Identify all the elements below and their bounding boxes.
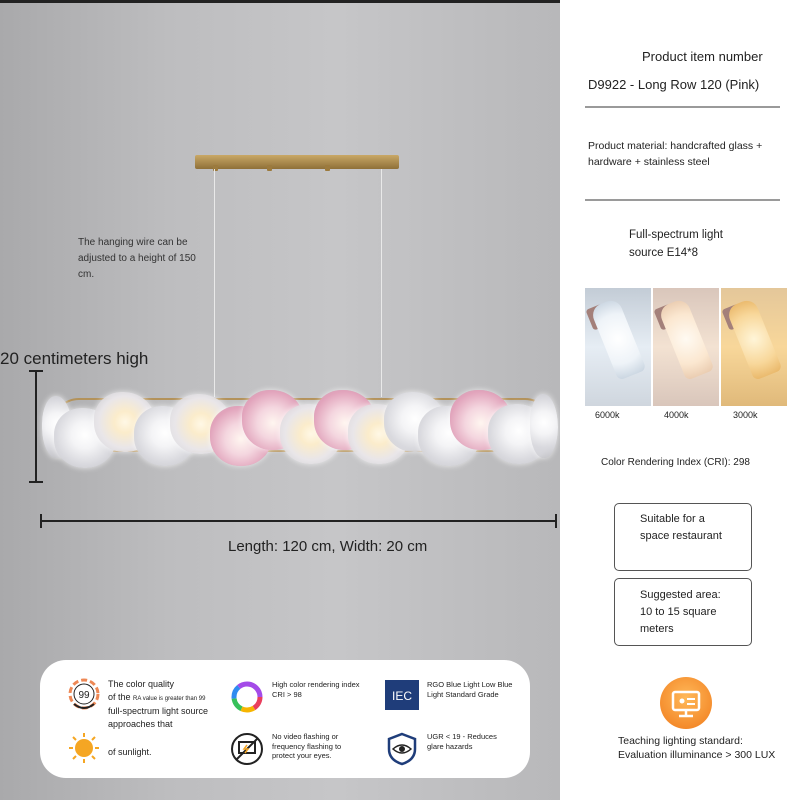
feature-sunlight: [68, 732, 228, 769]
bulb-icon: [657, 297, 714, 381]
height-label: 20 centimeters high: [0, 349, 149, 368]
cri-value: Color Rendering Index (CRI): 298: [601, 457, 750, 468]
glass-flower: [530, 394, 558, 458]
cri-99-badge-icon: [68, 678, 100, 717]
feature-text: The color quality: [108, 679, 175, 689]
no-flicker-icon: [230, 732, 264, 771]
suggested-area-text: Suggested area: 10 to 15 square meters: [640, 589, 721, 635]
feature-text: RGO Blue Light Low Blue Light Standard Grade: [427, 680, 513, 699]
feature-text: No video flashing or frequency flashing to protect your eyes.: [272, 732, 342, 760]
ceiling-canopy: [195, 155, 399, 169]
feature-text: UGR < 19 - Reduces glare hazards: [427, 732, 497, 751]
suggested-area-box: [614, 578, 752, 646]
cct-swatch-4000k: [653, 288, 719, 406]
eye-shield-icon: [385, 732, 419, 771]
suitable-text: Suitable for a space restaurant: [640, 513, 722, 542]
feature-high-cri: [230, 680, 360, 719]
iec-logo-icon: [385, 680, 419, 715]
cct-swatch-3000k: [721, 288, 787, 406]
cct-label: 6000k: [595, 410, 620, 420]
height-dimension-cap: [29, 481, 43, 483]
bulb-icon: [589, 297, 646, 381]
bulb-icon: [725, 297, 782, 381]
feature-text: of sunlight.: [108, 747, 152, 757]
top-border: [0, 0, 560, 3]
svg-text:IEC: IEC: [391, 689, 413, 703]
dimensions-label: Length: 120 cm, Width: 20 cm: [228, 538, 428, 555]
svg-text:99: 99: [78, 690, 90, 701]
cct-label: 4000k: [664, 410, 689, 420]
hanging-wire: [381, 169, 382, 397]
hanging-wire: [214, 169, 215, 397]
hanging-wire-note: The hanging wire can be adjusted to a height of 150 cm.: [78, 237, 196, 280]
feature-fine-print: RA value is greater than 99: [133, 695, 206, 702]
feature-text: full-spectrum light source approaches that: [108, 706, 209, 729]
feature-color-quality: [68, 678, 228, 730]
divider: [585, 199, 780, 201]
cct-swatch-6000k: [585, 288, 651, 406]
teaching-standard: Teaching lighting standard: Evaluation illuminance > 300 LUX: [618, 735, 776, 761]
flower-chandelier: [42, 388, 558, 468]
canopy-screw: [325, 165, 330, 171]
rainbow-ring-icon: [230, 680, 264, 719]
divider: [585, 106, 780, 108]
sun-icon: [68, 732, 100, 769]
product-material: Product material: handcrafted glass + hardware + stainless steel: [588, 140, 763, 168]
feature-blue-light: [385, 680, 515, 715]
length-dimension-line: [40, 520, 557, 522]
canopy-screw: [267, 165, 272, 171]
features-panel: [40, 660, 530, 778]
item-number-value: D9922 - Long Row 120 (Pink): [588, 77, 760, 92]
length-dimension-cap: [555, 514, 557, 528]
suitable-box: [614, 503, 752, 571]
feature-no-flicker: [230, 732, 360, 771]
light-source: Full-spectrum light source E14*8: [629, 229, 723, 259]
height-dimension-line: [35, 370, 37, 481]
item-number-title: Product item number: [642, 49, 763, 64]
feature-text: of the: [108, 691, 131, 702]
presentation-board-icon: [660, 677, 712, 729]
feature-ugr: [385, 732, 515, 771]
cct-label: 3000k: [733, 410, 758, 420]
feature-text: High color rendering index CRI > 98: [272, 680, 360, 699]
